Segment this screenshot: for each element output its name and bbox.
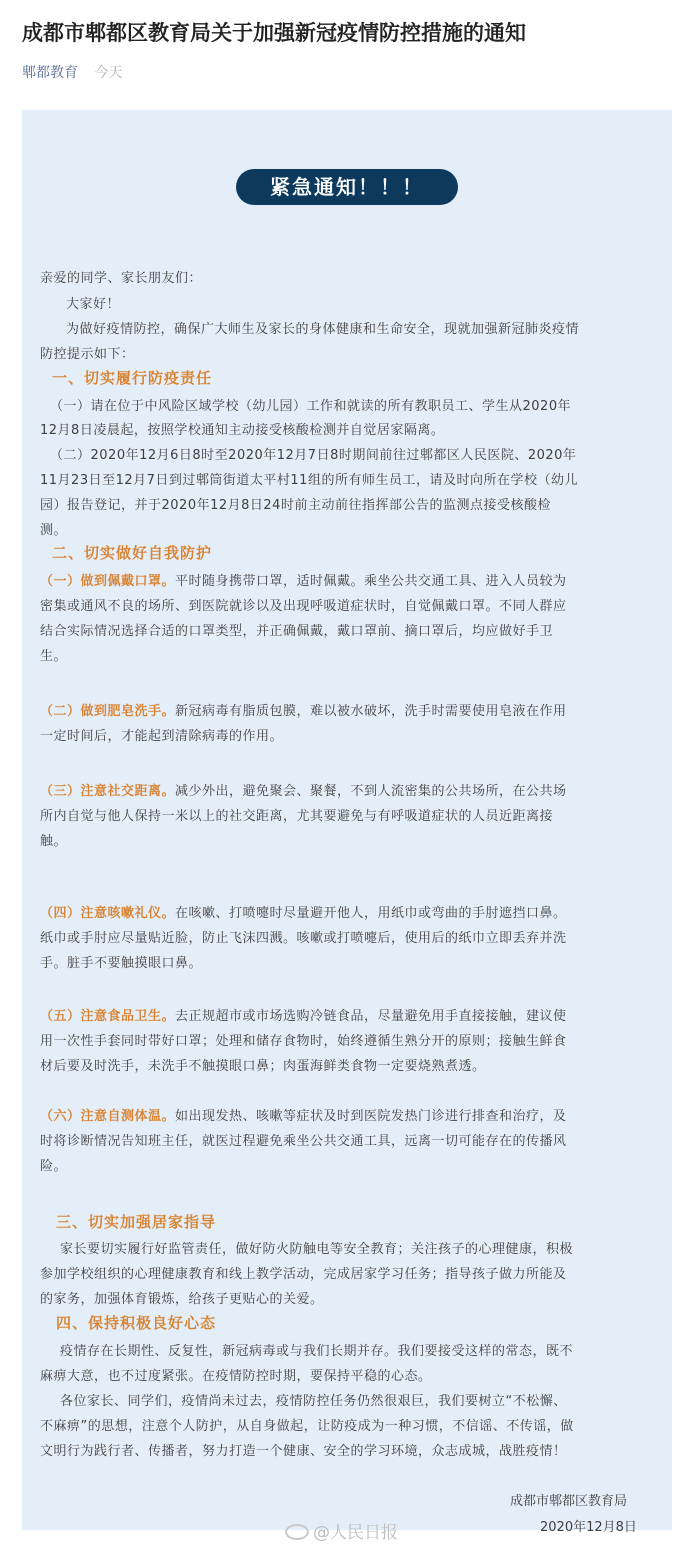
signature-date: 2020年12月8日 <box>540 1520 637 1535</box>
weibo-logo-icon <box>285 1524 309 1540</box>
s2-item-3-label: （三）注意社交距离。 <box>40 784 176 799</box>
section-1-heading: 一、切实履行防疫责任 <box>52 369 213 387</box>
s1-p2-line: 园）报告登记，并于2020年12月8日24时前主动前往指挥部公告的监测点接受核酸检 <box>40 498 551 513</box>
section-2-heading: 二、切实做好自我防护 <box>52 544 213 562</box>
s1-p1-line: 12月8日凌晨起，按照学校通知主动接受核酸检测并自觉居家隔离。 <box>40 423 445 438</box>
s4-line: 疫情存在长期性、反复性，新冠病毒或与我们长期并存。我们要接受这样的常态，既不 <box>60 1344 574 1359</box>
s2-item-3-line: 所内自觉与他人保持一米以上的社交距离，尤其要避免与有呼吸道症状的人员近距离接 <box>40 809 554 824</box>
s2-item-5-line: 用一次性手套同时带好口罩；处理和储存食物时，始终遵循生熟分开的原则；接触生鲜食 <box>40 1034 567 1049</box>
intro-line-1: 为做好疫情防控，确保广大师生及家长的身体健康和生命安全，现就加强新冠肺炎疫情 <box>66 322 580 337</box>
s1-p2-line: 11月23日至12月7日到过郫筒街道太平村11组的所有师生员工，请及时向所在学校（幼儿 <box>40 473 578 488</box>
s2-item-1-first-line: （一）做到佩戴口罩。平时随身携带口罩，适时佩戴。乘坐公共交通工具、进入人员较为 <box>40 574 567 589</box>
s2-item-3-line: 触。 <box>40 834 68 849</box>
section-4-heading: 四、保持积极良好心态 <box>56 1314 217 1332</box>
urgent-banner: 紧急通知！！！ <box>236 169 458 205</box>
intro-line-2: 防控提示如下： <box>40 347 135 362</box>
s2-item-4-line: 手。脏手不要触摸眼口鼻。 <box>40 956 203 971</box>
s4-line: 文明行为践行者、传播者，努力打造一个健康、安全的学习环境，众志成城，战胜疫情！ <box>40 1444 567 1459</box>
account-name-link[interactable]: 郫都教育 <box>22 65 78 81</box>
s2-item-4-line: 纸巾或手肘应尽量贴近脸，防止飞沫四溅。咳嗽或打喷嚏后，使用后的纸巾立即丢弃并洗 <box>40 931 567 946</box>
s2-item-6-label: （六）注意自测体温。 <box>40 1109 176 1124</box>
s4-line: 麻痹大意，也不过度紧张。在疫情防控时期，要保持平稳的心态。 <box>40 1369 432 1384</box>
s2-item-1-label: （一）做到佩戴口罩。 <box>40 574 176 589</box>
s3-line: 的家务，加强体育锻炼，给孩子更贴心的关爱。 <box>40 1292 324 1307</box>
s1-p1-line: （一）请在位于中风险区域学校（幼儿园）工作和就读的所有教职员工、学生从2020年 <box>50 399 572 414</box>
s2-item-2-label: （二）做到肥皂洗手。 <box>40 704 176 719</box>
greeting: 亲爱的同学、家长朋友们： <box>40 271 203 286</box>
s3-line: 家长要切实履行好监管责任，做好防火防触电等安全教育；关注孩子的心理健康，积极 <box>60 1242 574 1257</box>
s1-p2-line: 测。 <box>40 523 68 538</box>
s2-item-4-first-line: （四）注意咳嗽礼仪。在咳嗽、打喷嚏时尽量避开他人，用纸巾或弯曲的手肘遮挡口鼻。 <box>40 906 567 921</box>
article-title: 成都市郫都区教育局关于加强新冠疫情防控措施的通知 <box>22 21 526 45</box>
hello: 大家好！ <box>66 297 121 312</box>
s2-item-1-line: 生。 <box>40 649 68 664</box>
s3-line: 参加学校组织的心理健康教育和线上教学活动，完成居家学习任务；指导孩子做力所能及 <box>40 1267 567 1282</box>
watermark: @人民日报 <box>285 1518 398 1543</box>
s2-item-5-label: （五）注意食品卫生。 <box>40 1009 176 1024</box>
s2-item-2-first-line: （二）做到肥皂洗手。新冠病毒有脂质包膜，难以被水破坏，洗手时需要使用皂液在作用 <box>40 704 567 719</box>
s2-item-6-line: 险。 <box>40 1159 68 1174</box>
s1-p2-line: （二）2020年12月6日8时至2020年12月7日8时期间前往过郫都区人民医院、2020年 <box>50 448 577 463</box>
s4-line: 各位家长、同学们，疫情尚未过去，疫情防控任务仍然很艰巨，我们要树立“不松懈、 <box>60 1394 567 1409</box>
signature-org: 成都市郫都区教育局 <box>510 1494 628 1509</box>
s2-item-2-line: 一定时间后，才能起到清除病毒的作用。 <box>40 729 284 744</box>
s2-item-6-line: 时将诊断情况告知班主任，就医过程避免乘坐公共交通工具，远离一切可能存在的传播风 <box>40 1134 567 1149</box>
s2-item-1-line: 密集或通风不良的场所、到医院就诊以及出现呼吸道症状时，自觉佩戴口罩。不同人群应 <box>40 599 567 614</box>
section-3-heading: 三、切实加强居家指导 <box>56 1213 217 1231</box>
s2-item-4-label: （四）注意咳嗽礼仪。 <box>40 906 176 921</box>
s2-item-6-first-line: （六）注意自测体温。如出现发热、咳嗽等症状及时到医院发热门诊进行排查和治疗，及 <box>40 1109 567 1124</box>
s4-line: 不麻痹”的思想，注意个人防护，从自身做起，让防疫成为一种习惯，不信谣、不传谣，做 <box>40 1419 574 1434</box>
article-meta <box>22 62 122 82</box>
s2-item-3-first-line: （三）注意社交距离。减少外出，避免聚会、聚餐，不到人流密集的公共场所，在公共场 <box>40 784 567 799</box>
s2-item-1-line: 结合实际情况选择合适的口罩类型，并正确佩戴，戴口罩前、摘口罩后，均应做好手卫 <box>40 624 554 639</box>
publish-time: 今天 <box>94 65 123 81</box>
s2-item-5-line: 材后要及时洗手，未洗手不触摸眼口鼻；肉蛋海鲜类食物一定要烧熟煮透。 <box>40 1059 486 1074</box>
s2-item-5-first-line: （五）注意食品卫生。去正规超市或市场选购冷链食品，尽量避免用手直接接触，建议使 <box>40 1009 567 1024</box>
